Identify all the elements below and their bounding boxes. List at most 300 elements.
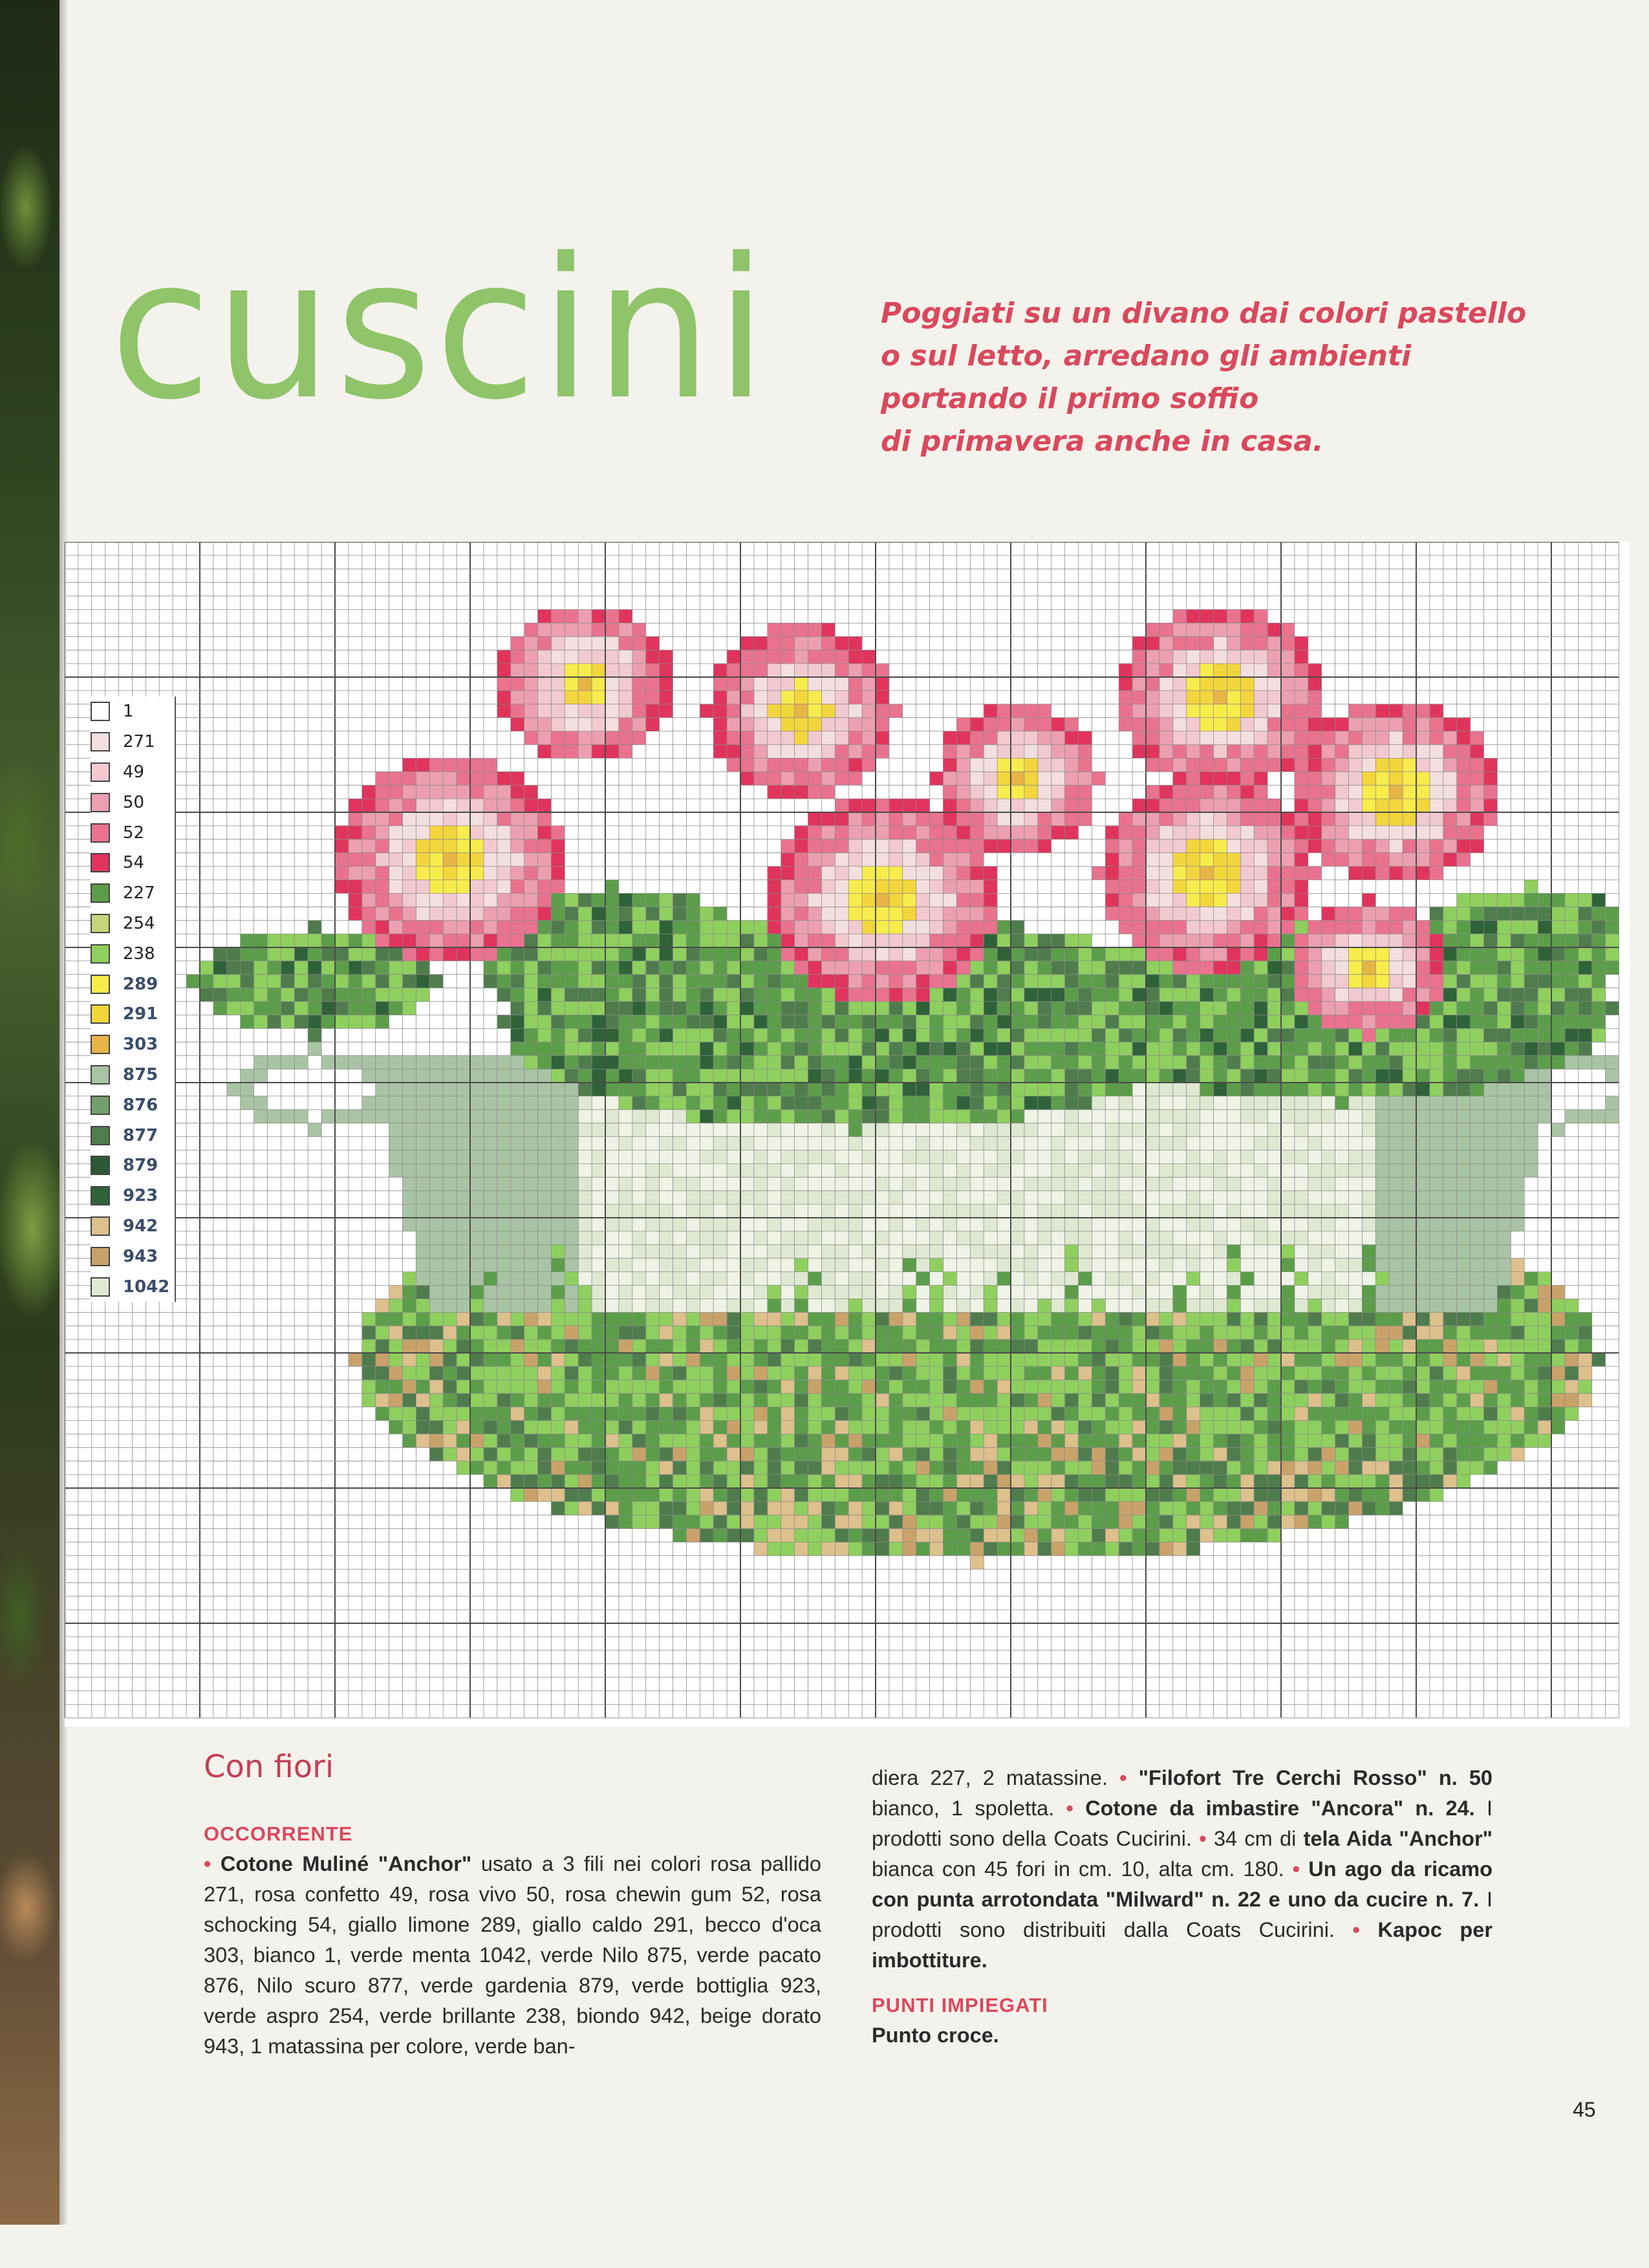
stitch-cell	[605, 1461, 619, 1474]
stitch-cell	[1430, 947, 1443, 961]
stitch-cell	[1132, 1407, 1146, 1421]
stitch-cell	[1146, 1123, 1159, 1137]
stitch-cell	[1038, 1150, 1051, 1164]
stitch-cell	[362, 1366, 376, 1380]
stitch-cell	[1214, 1339, 1227, 1353]
stitch-cell	[970, 880, 984, 894]
stitch-cell	[362, 1110, 376, 1123]
stitch-cell	[565, 1353, 578, 1366]
stitch-cell	[1375, 1380, 1389, 1394]
stitch-cell	[1335, 799, 1349, 812]
stitch-cell	[1592, 961, 1606, 975]
stitch-cell	[1065, 1042, 1079, 1055]
stitch-cell	[1240, 785, 1254, 799]
stitch-cell	[1606, 1055, 1619, 1069]
stitch-cell	[997, 988, 1011, 1002]
stitch-cell	[1538, 1407, 1551, 1421]
stitch-cell	[619, 1312, 632, 1326]
stitch-cell	[376, 1069, 389, 1083]
stitch-cell	[1430, 1312, 1443, 1326]
stitch-cell	[389, 1312, 403, 1326]
stitch-cell	[1254, 1069, 1267, 1083]
stitch-cell	[876, 826, 889, 839]
stitch-cell	[1119, 812, 1132, 826]
stitch-cell	[1375, 1421, 1389, 1434]
stitch-cell	[1416, 1042, 1430, 1055]
stitch-cell	[1322, 1055, 1335, 1069]
stitch-cell	[1403, 1083, 1416, 1096]
stitch-cell	[511, 1204, 524, 1218]
stitch-cell	[781, 880, 795, 894]
stitch-cell	[1403, 1015, 1416, 1029]
stitch-cell	[294, 934, 308, 947]
stitch-cell	[1214, 1231, 1227, 1245]
stitch-cell	[1430, 1042, 1443, 1055]
stitch-cell	[578, 1069, 592, 1083]
stitch-cell	[1038, 1191, 1051, 1204]
stitch-cell	[1281, 1312, 1295, 1326]
stitch-cell	[1295, 975, 1308, 988]
stitch-cell	[713, 1218, 727, 1231]
stitch-cell	[660, 1312, 673, 1326]
stitch-cell	[1606, 920, 1619, 934]
stitch-cell	[1389, 1394, 1403, 1407]
stitch-cell	[1227, 1488, 1240, 1502]
stitch-cell	[903, 1123, 916, 1137]
stitch-cell	[700, 947, 713, 961]
stitch-cell	[754, 1002, 768, 1015]
stitch-cell	[1349, 839, 1363, 853]
stitch-cell	[1119, 1394, 1132, 1407]
stitch-cell	[1349, 1353, 1363, 1366]
stitch-cell	[876, 934, 889, 947]
stitch-cell	[997, 745, 1011, 759]
stitch-cell	[754, 1488, 768, 1502]
stitch-cell	[497, 1163, 511, 1177]
stitch-cell	[646, 988, 660, 1002]
stitch-cell	[443, 1326, 457, 1339]
stitch-cell	[956, 1137, 970, 1150]
stitch-cell	[1240, 961, 1254, 975]
stitch-cell	[335, 839, 349, 853]
stitch-cell	[362, 1069, 376, 1083]
stitch-cell	[660, 1110, 673, 1123]
stitch-cell	[808, 1380, 822, 1394]
stitch-cell	[740, 1163, 754, 1177]
stitch-cell	[740, 1245, 754, 1258]
stitch-cell	[1322, 1312, 1335, 1326]
stitch-cell	[592, 745, 605, 759]
stitch-cell	[1484, 1096, 1498, 1110]
stitch-cell	[403, 785, 416, 799]
stitch-cell	[1146, 1177, 1159, 1191]
stitch-cell	[1416, 745, 1430, 759]
stitch-cell	[1416, 1312, 1430, 1326]
stitch-cell	[1308, 718, 1322, 731]
stitch-cell	[1187, 1204, 1200, 1218]
stitch-cell	[727, 1366, 740, 1380]
stitch-cell	[1375, 826, 1389, 839]
stitch-cell	[1187, 1137, 1200, 1150]
stitch-cell	[1132, 1231, 1146, 1245]
stitch-cell	[1430, 812, 1443, 826]
stitch-cell	[1349, 1110, 1363, 1123]
stitch-cell	[1471, 1312, 1484, 1326]
stitch-cell	[848, 907, 862, 920]
stitch-cell	[1349, 961, 1363, 975]
stitch-cell	[565, 893, 578, 907]
stitch-cell	[538, 677, 552, 691]
stitch-cell	[1119, 1150, 1132, 1164]
stitch-cell	[903, 947, 916, 961]
stitch-cell	[1187, 650, 1200, 664]
stitch-cell	[740, 1286, 754, 1299]
stitch-cell	[538, 1002, 552, 1015]
stitch-cell	[619, 1055, 632, 1069]
stitch-cell	[956, 1069, 970, 1083]
stitch-cell	[1281, 839, 1295, 853]
stitch-cell	[1214, 745, 1227, 759]
stitch-cell	[443, 812, 457, 826]
stitch-cell	[1227, 636, 1240, 650]
stitch-cell	[754, 1137, 768, 1150]
stitch-cell	[889, 1407, 903, 1421]
stitch-cell	[1295, 1218, 1308, 1231]
stitch-cell	[1511, 1421, 1524, 1434]
stitch-cell	[1416, 1231, 1430, 1245]
stitch-cell	[889, 1353, 903, 1366]
stitch-cell	[1011, 1272, 1024, 1286]
stitch-cell	[943, 920, 957, 934]
stitch-cell	[795, 1339, 808, 1353]
stitch-cell	[511, 1474, 524, 1488]
stitch-cell	[1349, 1069, 1363, 1083]
stitch-cell	[470, 1353, 484, 1366]
stitch-cell	[984, 745, 997, 759]
stitch-cell	[497, 1015, 511, 1029]
stitch-cell	[443, 1312, 457, 1326]
stitch-cell	[903, 812, 916, 826]
stitch-cell	[673, 934, 687, 947]
stitch-cell	[1295, 1326, 1308, 1339]
stitch-cell	[1011, 1353, 1024, 1366]
stitch-cell	[1362, 785, 1375, 799]
stitch-cell	[1375, 934, 1389, 947]
stitch-cell	[930, 1002, 943, 1015]
stitch-cell	[1038, 1326, 1051, 1339]
stitch-cell	[429, 1258, 443, 1272]
stitch-cell	[646, 893, 660, 907]
stitch-cell	[551, 1461, 565, 1474]
stitch-cell	[916, 1191, 930, 1204]
stitch-cell	[1403, 934, 1416, 947]
stitch-cell	[1484, 1002, 1498, 1015]
stitch-cell	[740, 1258, 754, 1272]
stitch-cell	[1281, 664, 1295, 677]
stitch-cell	[605, 1380, 619, 1394]
stitch-cell	[1565, 1407, 1579, 1421]
stitch-cell	[930, 1407, 943, 1421]
stitch-cell	[1132, 718, 1146, 731]
stitch-cell	[1267, 1245, 1281, 1258]
stitch-cell	[565, 1123, 578, 1137]
stitch-cell	[524, 1028, 538, 1042]
stitch-cell	[1187, 1299, 1200, 1312]
stitch-cell	[565, 745, 578, 759]
stitch-cell	[1471, 1083, 1484, 1096]
stitch-cell	[1214, 934, 1227, 947]
stitch-cell	[1551, 1326, 1565, 1339]
stitch-cell	[1267, 1002, 1281, 1015]
stitch-cell	[1173, 1299, 1187, 1312]
stitch-cell	[1173, 1488, 1187, 1502]
stitch-cell	[1362, 1245, 1375, 1258]
stitch-cell	[1389, 1177, 1403, 1191]
stitch-cell	[416, 920, 429, 934]
stitch-cell	[1416, 1177, 1430, 1191]
stitch-cell	[1227, 880, 1240, 894]
stitch-cell	[835, 677, 848, 691]
stitch-cell	[808, 745, 822, 759]
stitch-cell	[1214, 664, 1227, 677]
stitch-cell	[916, 1447, 930, 1461]
stitch-cell	[713, 1015, 727, 1029]
stitch-cell	[713, 1339, 727, 1353]
stitch-cell	[632, 1191, 646, 1204]
stitch-cell	[1349, 1488, 1363, 1502]
stitch-cell	[578, 731, 592, 745]
stitch-cell	[389, 893, 403, 907]
stitch-cell	[1214, 1312, 1227, 1326]
stitch-cell	[457, 1366, 470, 1380]
stitch-cell	[1119, 677, 1132, 691]
stitch-cell	[1105, 1150, 1119, 1164]
stitch-cell	[903, 1353, 916, 1366]
stitch-cell	[1173, 880, 1187, 894]
stitch-cell	[1389, 1083, 1403, 1096]
stitch-cell	[700, 1299, 713, 1312]
stitch-cell	[727, 1326, 740, 1339]
stitch-cell	[484, 1394, 497, 1407]
stitch-cell	[1362, 1380, 1375, 1394]
stitch-cell	[1335, 1474, 1349, 1488]
stitch-cell	[1592, 907, 1606, 920]
stitch-cell	[1524, 1339, 1538, 1353]
stitch-cell	[956, 1286, 970, 1299]
stitch-cell	[1403, 1380, 1416, 1394]
stitch-cell	[1457, 1028, 1471, 1042]
stitch-cell	[821, 1286, 835, 1299]
stitch-cell	[1375, 1488, 1389, 1502]
stitch-cell	[416, 1177, 429, 1191]
stitch-cell	[660, 947, 673, 961]
stitch-cell	[835, 1163, 848, 1177]
stitch-cell	[1119, 1421, 1132, 1434]
stitch-cell	[1592, 988, 1606, 1002]
stitch-cell	[1551, 1123, 1565, 1137]
stitch-cell	[565, 1055, 578, 1069]
stitch-cell	[565, 1461, 578, 1474]
stitch-cell	[443, 1245, 457, 1258]
stitch-cell	[727, 1096, 740, 1110]
stitch-cell	[403, 893, 416, 907]
stitch-cell	[1254, 1272, 1267, 1286]
stitch-cell	[538, 1137, 552, 1150]
stitch-cell	[1254, 907, 1267, 920]
stitch-cell	[943, 1069, 957, 1083]
stitch-cell	[1538, 1421, 1551, 1434]
stitch-cell	[470, 907, 484, 920]
stitch-cell	[781, 1177, 795, 1191]
stitch-cell	[795, 731, 808, 745]
stitch-cell	[1079, 772, 1092, 785]
stitch-cell	[930, 1204, 943, 1218]
stitch-cell	[1430, 839, 1443, 853]
stitch-cell	[416, 1110, 429, 1123]
stitch-cell	[754, 677, 768, 691]
stitch-cell	[835, 812, 848, 826]
stitch-cell	[497, 1326, 511, 1339]
stitch-cell	[1038, 1434, 1051, 1447]
stitch-cell	[1349, 1286, 1363, 1299]
stitch-cell	[1281, 623, 1295, 636]
stitch-cell	[768, 1042, 781, 1055]
stitch-cell	[1132, 975, 1146, 988]
stitch-cell	[1227, 1353, 1240, 1366]
stitch-cell	[1389, 799, 1403, 812]
stitch-cell	[646, 947, 660, 961]
stitch-cell	[916, 947, 930, 961]
stitch-cell	[1484, 907, 1498, 920]
stitch-cell	[1362, 1434, 1375, 1447]
stitch-cell	[470, 826, 484, 839]
stitch-cell	[646, 1083, 660, 1096]
stitch-cell	[1159, 1123, 1173, 1137]
stitch-cell	[416, 1069, 429, 1083]
stitch-cell	[889, 1163, 903, 1177]
stitch-cell	[754, 1083, 768, 1096]
stitch-cell	[903, 934, 916, 947]
stitch-cell	[403, 1137, 416, 1150]
stitch-cell	[916, 1353, 930, 1366]
stitch-cell	[1214, 1123, 1227, 1137]
stitch-cell	[943, 1028, 957, 1042]
stitch-cell	[1187, 1191, 1200, 1204]
stitch-cell	[930, 975, 943, 988]
stitch-cell	[538, 880, 552, 894]
stitch-cell	[1267, 934, 1281, 947]
stitch-cell	[497, 1394, 511, 1407]
stitch-cell	[578, 1434, 592, 1447]
stitch-cell	[1484, 799, 1498, 812]
stitch-cell	[1024, 934, 1038, 947]
stitch-cell	[416, 1150, 429, 1164]
stitch-cell	[1403, 1353, 1416, 1366]
stitch-cell	[1362, 1231, 1375, 1245]
stitch-cell	[1011, 826, 1024, 839]
stitch-cell	[1524, 1299, 1538, 1312]
stitch-cell	[578, 1083, 592, 1096]
stitch-cell	[1200, 934, 1214, 947]
stitch-cell	[1200, 1339, 1214, 1353]
stitch-cell	[551, 975, 565, 988]
stitch-cell	[1497, 1083, 1511, 1096]
stitch-cell	[362, 947, 376, 961]
stitch-cell	[1430, 1366, 1443, 1380]
stitch-cell	[876, 853, 889, 867]
stitch-cell	[727, 1312, 740, 1326]
stitch-cell	[700, 1272, 713, 1286]
stitch-cell	[997, 1366, 1011, 1380]
stitch-cell	[1146, 1137, 1159, 1150]
stitch-cell	[862, 677, 876, 691]
stitch-cell	[1308, 1069, 1322, 1083]
stitch-cell	[578, 1002, 592, 1015]
stitch-cell	[1362, 1461, 1375, 1474]
stitch-cell	[592, 1163, 605, 1177]
stitch-cell	[1443, 1110, 1457, 1123]
stitch-cell	[1308, 947, 1322, 961]
stitch-cell	[889, 867, 903, 880]
stitch-cell	[646, 1394, 660, 1407]
stitch-cell	[349, 907, 362, 920]
stitch-cell	[673, 1163, 687, 1177]
stitch-cell	[524, 1096, 538, 1110]
stitch-cell	[1430, 1434, 1443, 1447]
stitch-cell	[416, 1339, 429, 1353]
stitch-cell	[768, 961, 781, 975]
stitch-cell	[1335, 1312, 1349, 1326]
stitch-cell	[457, 907, 470, 920]
stitch-cell	[1295, 1069, 1308, 1083]
stitch-cell	[903, 1380, 916, 1394]
stitch-cell	[1051, 1055, 1065, 1069]
stitch-cell	[1565, 1002, 1579, 1015]
stitch-cell	[1349, 1150, 1363, 1164]
stitch-cell	[1024, 1258, 1038, 1272]
stitch-cell	[538, 1434, 552, 1447]
stitch-cell	[1159, 636, 1173, 650]
stitch-cell	[862, 1339, 876, 1353]
stitch-cell	[443, 1272, 457, 1286]
stitch-cell	[1281, 1123, 1295, 1137]
stitch-cell	[1565, 961, 1579, 975]
stitch-cell	[308, 1123, 321, 1137]
stitch-cell	[1024, 1002, 1038, 1015]
stitch-cell	[1254, 704, 1267, 718]
stitch-cell	[1403, 1272, 1416, 1286]
stitch-cell	[1524, 1272, 1538, 1286]
stitch-cell	[551, 1447, 565, 1461]
stitch-cell	[889, 1069, 903, 1083]
stitch-cell	[524, 1055, 538, 1069]
stitch-cell	[227, 961, 241, 975]
stitch-cell	[1159, 1339, 1173, 1353]
stitch-cell	[1281, 677, 1295, 691]
stitch-cell	[1403, 961, 1416, 975]
stitch-cell	[403, 867, 416, 880]
stitch-cell	[1240, 907, 1254, 920]
stitch-cell	[713, 1110, 727, 1123]
stitch-cell	[1524, 1002, 1538, 1015]
stitch-cell	[281, 947, 294, 961]
stitch-cell	[1281, 745, 1295, 759]
stitch-cell	[1065, 1150, 1079, 1164]
stitch-cell	[1403, 839, 1416, 853]
stitch-cell	[592, 718, 605, 731]
stitch-cell	[1362, 1353, 1375, 1366]
stitch-cell	[1065, 1245, 1079, 1258]
